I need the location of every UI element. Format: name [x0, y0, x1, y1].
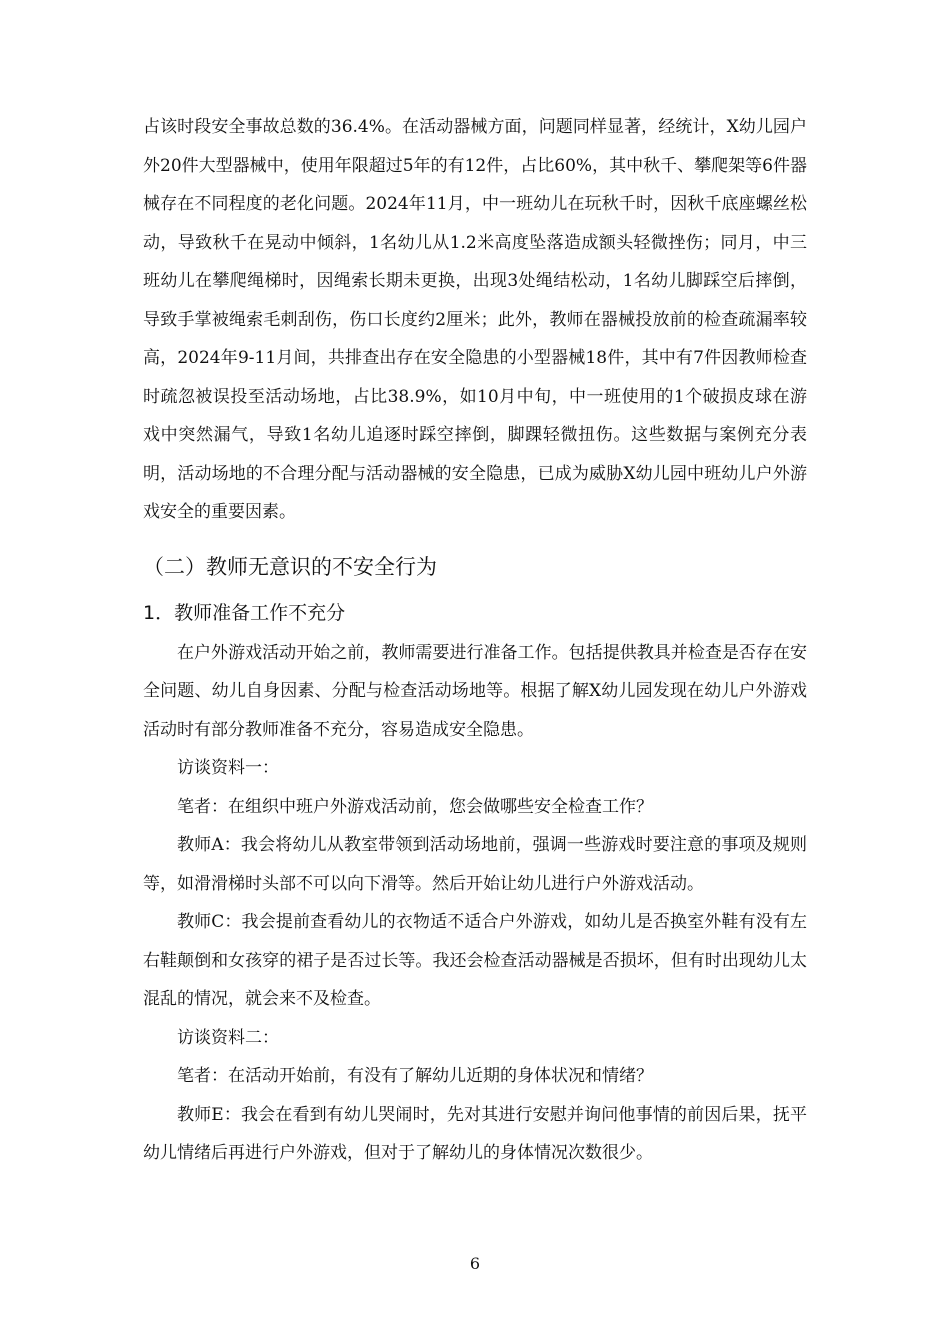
interview-1-answer-a: 教师A：我会将幼儿从教室带领到活动场地前，强调一些游戏时要注意的事项及规则等，如滑滑梯时头部不可以向下滑等。然后开始让幼儿进行户外游戏活动。	[143, 835, 807, 894]
interview-1-answer-c: 教师C：我会提前查看幼儿的衣物适不适合户外游戏，如幼儿是否换室外鞋有没有左右鞋颠倒和女孩穿的裙子是否过长等。我还会检查活动器械是否损坏，但有时出现幼儿太混乱的情况，就会来不及检查。	[143, 912, 807, 1009]
paragraph-continued: 占该时段安全事故总数的36.4%。在活动器械方面，问题同样显著，经统计，X幼儿园户外20件大型器械中，使用年限超过5年的有12件，占比60%，其中秋千、攀爬架等6件器械存在不同程度的老化问题。2024年11月，中一班幼儿在玩秋千时，因秋千底座螺丝松动，导致秋千在晃动中倾斜，1名幼儿从1.2米高度坠落造成额头轻微挫伤；同月，中三班幼儿在攀爬绳梯时，因绳索长期未更换，出现3处绳结松动，1名幼儿脚踩空后摔倒，导致手掌被绳索毛刺刮伤，伤口长度约2厘米；此外，教师在器械投放前的检查疏漏率较高，2024年9-11月间，共排查出存在安全隐患的小型器械18件，其中有7件因教师检查时疏忽被误投至活动场地，占比38.9%，如10月中旬，中一班使用的1个破损皮球在游戏中突然漏气，导致1名幼儿追逐时踩空摔倒，脚踝轻微扭伤。这些数据与案例充分表明，活动场地的不合理分配与活动器械的安全隐患，已成为威胁X幼儿园中班幼儿户外游戏安全的重要因素。	[143, 117, 807, 522]
page-body	[143, 108, 807, 1173]
interview-2-answer-e: 教师E：我会在看到有幼儿哭闹时，先对其进行安慰并询问他事情的前因后果，抚平幼儿情绪后再进行户外游戏，但对于了解幼儿的身体情况次数很少。	[143, 1104, 807, 1163]
interview-2-label: 访谈资料二：	[177, 1027, 279, 1048]
interview-2-question: 笔者：在活动开始前，有没有了解幼儿近期的身体状况和情绪？	[177, 1066, 653, 1086]
page-number: 6	[469, 1254, 481, 1273]
interview-1-label: 访谈资料一：	[177, 758, 279, 778]
section-heading: （二）教师无意识的不安全行为	[143, 554, 437, 579]
subsection-heading: 1．教师准备工作不充分	[143, 601, 346, 624]
paragraph-intro: 在户外游戏活动开始之前，教师需要进行准备工作。包括提供教具并检查是否存在安全问题、幼儿自身因素、分配与检查活动场地等。根据了解X幼儿园发现在幼儿户外游戏活动时有部分教师准备不充分，容易造成安全隐患。	[143, 642, 807, 740]
interview-1-question: 笔者：在组织中班户外游戏活动前，您会做哪些安全检查工作？	[177, 796, 653, 817]
